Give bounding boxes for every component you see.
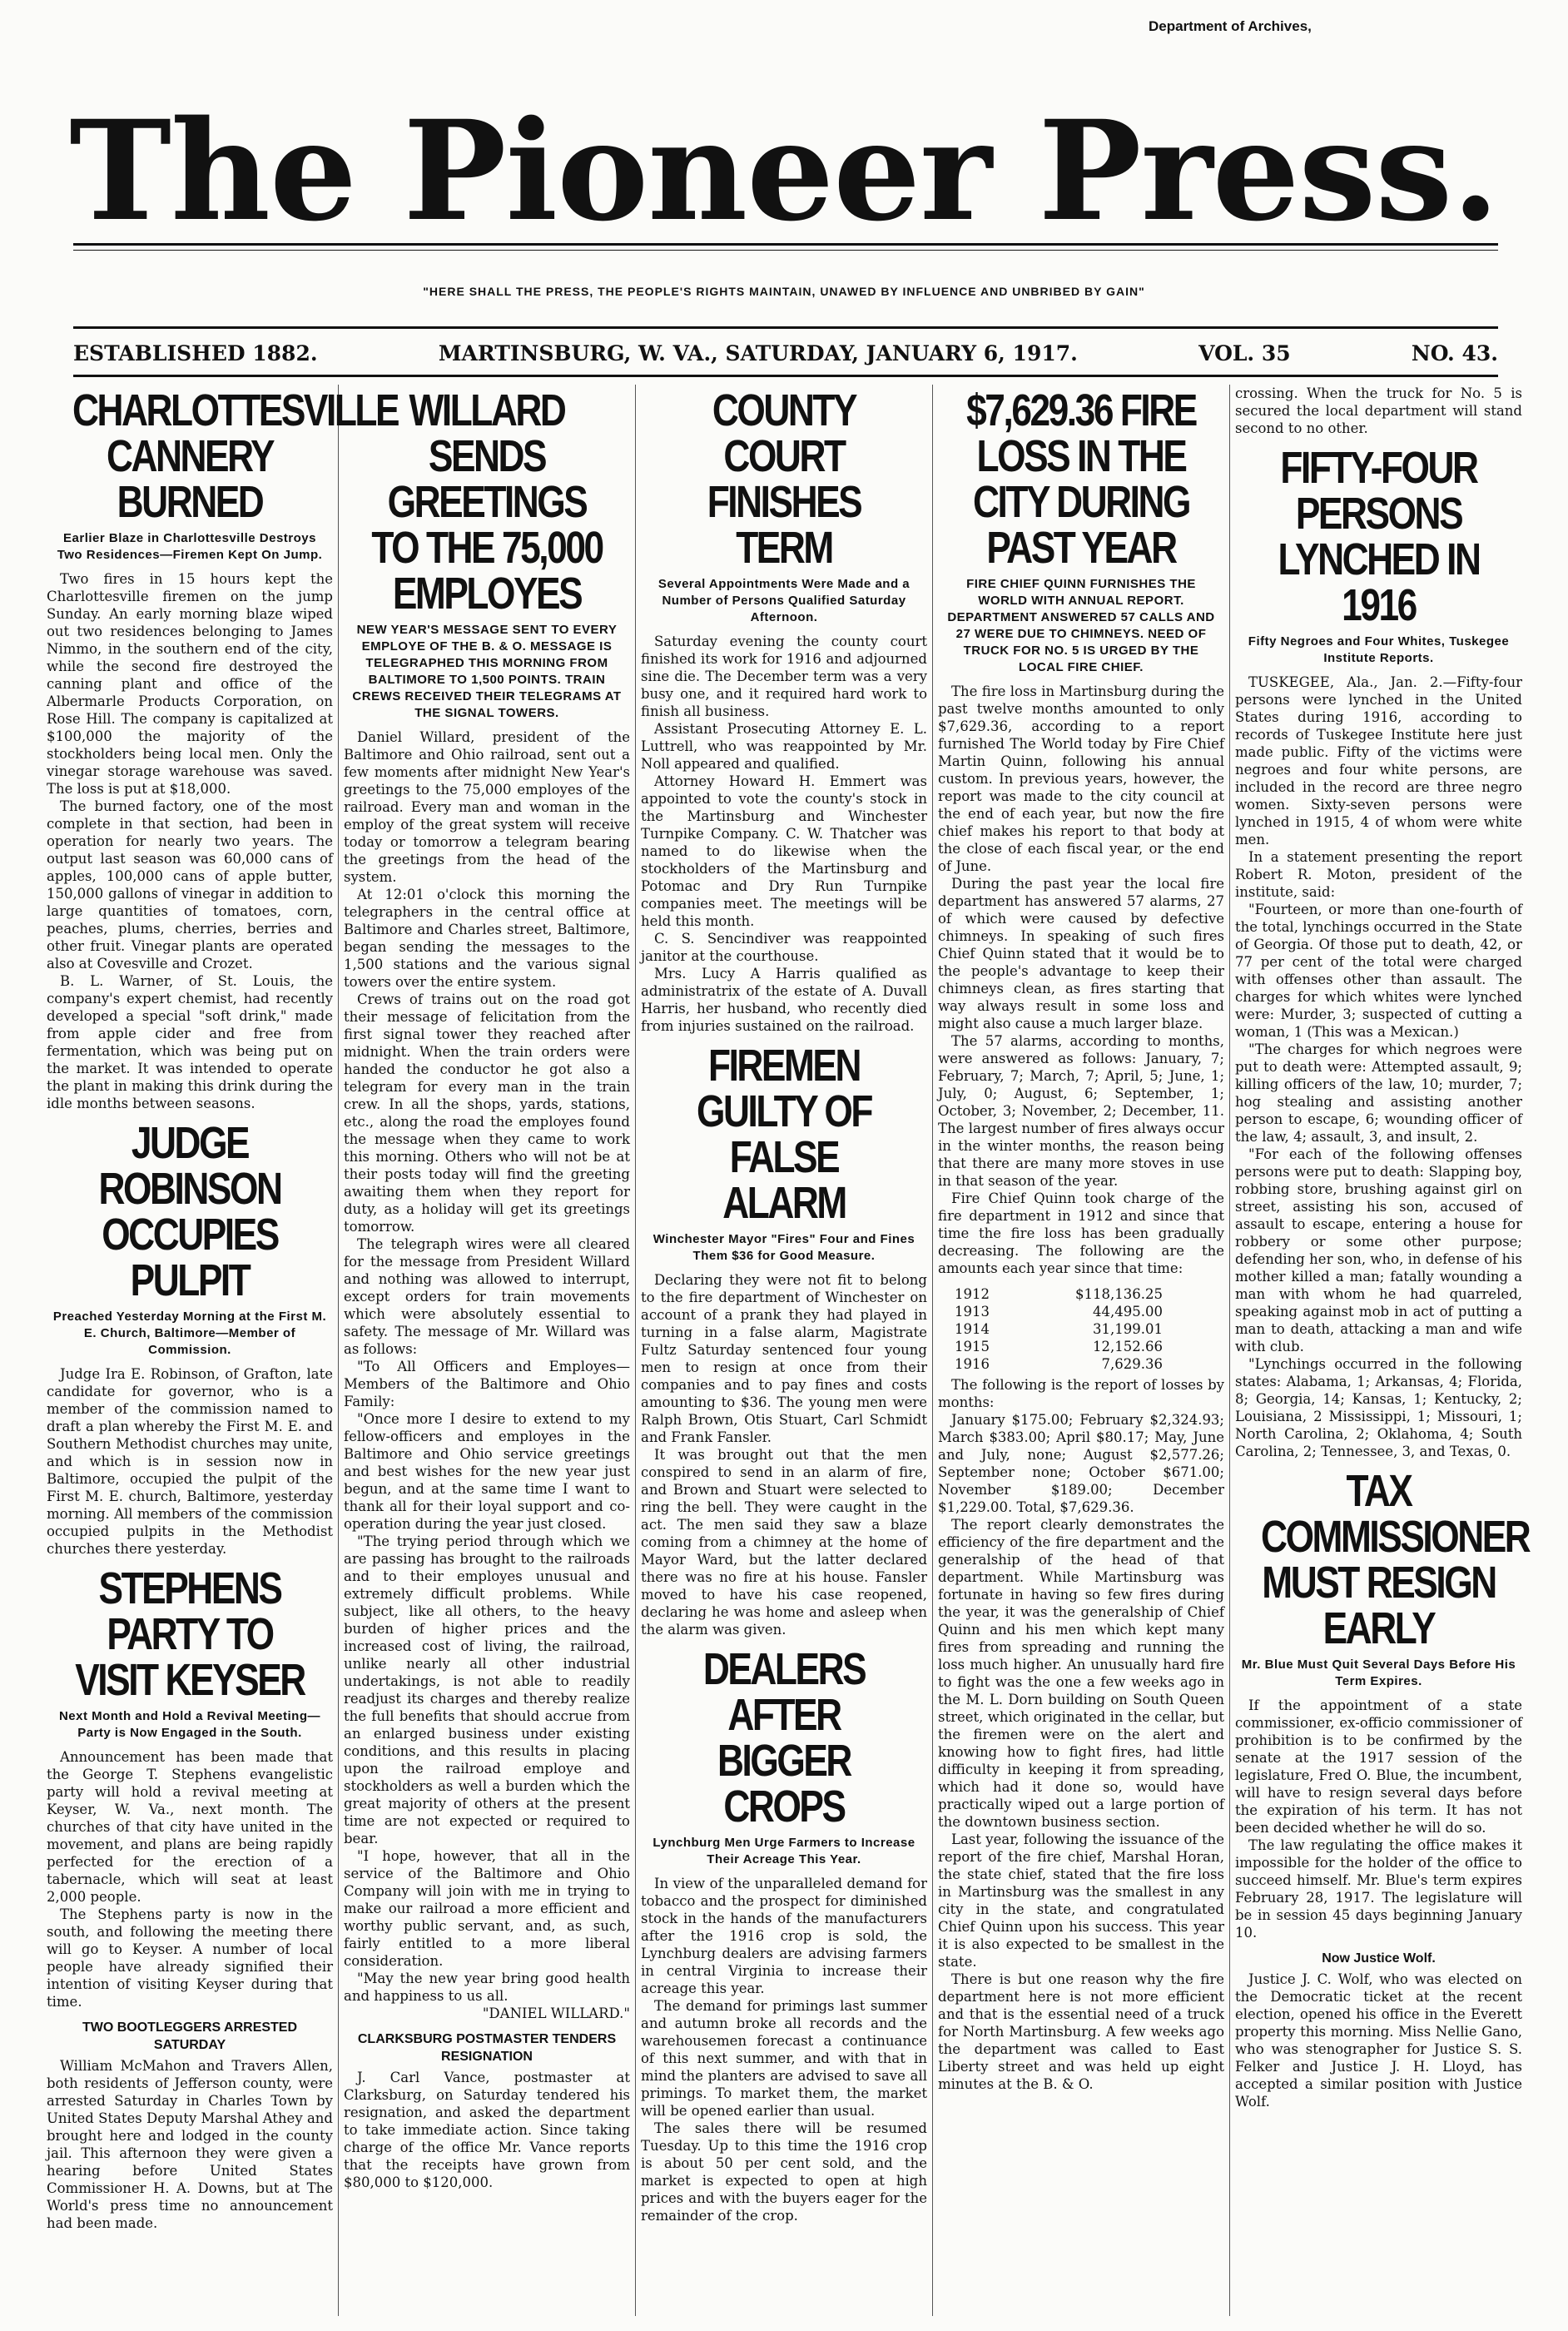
issue-number: NO. 43. [1411,341,1498,365]
headline: STEPHENS PARTY TO VISIT KEYSER [75,1563,305,1705]
paragraph: It was brought out that the men conspired to send in an alarm of fire, and Brown and Stuart were selected to ring the bell. They were caught in the act. The men said they saw a blaze coming from a chimney at the home of Mayor Ward, but the latter declared there was no fire at his house. Fansler moved to have his case reopened, declaring he was home and asleep when the alarm was given. [641,1447,927,1638]
paragraph: Fire Chief Quinn took charge of the fire department in 1912 and since that time the fire loss has been gradually decreasing. The following are the amounts each year since that time: [938,1190,1224,1276]
subhead: Fifty Negroes and Four Whites, Tuskegee Institute Reports. [1248,634,1510,665]
year: 1914 [955,1321,990,1337]
article-county-court [641,385,927,1035]
headline: JUDGE ROBINSON OCCUPIES PULPIT [98,1118,281,1305]
paragraph: crossing. When the truck for No. 5 is secured the local department will stand second to no other. [1235,385,1522,436]
paragraph: Announcement has been made that the George T. Stephens evangelistic party will hold a revival meeting at Keyser, W. Va., next month. The churches of that city have united in the movement, and plans are being rapidly perfected for the erection of a tabernacle, which will seat at least 2,000 people. [47,1749,333,1905]
article-body [641,1271,927,1638]
headline: WILLARD SENDS GREETINGS TO THE 75,000 EMPLOYES [371,385,603,619]
column-1 [42,385,399,2316]
dateline-rule-bottom [73,375,1498,377]
paragraph: January $175.00; February $2,324.93; March $383.00; April $80.17; May, June and July, none; August $2,577.26; September none; October $671.00; November $189.00; December $1,229.00. Total, $7,629.36. [938,1412,1224,1515]
subhead: Lynchburg Men Urge Farmers to Increase Their Acreage This Year. [653,1836,915,1866]
paragraph: J. Carl Vance, postmaster at Clarksburg, on Saturday tendered his resignation, and asked the department to take immediate action. Since taking charge of the office Mr. Vance reports that the receipts have grown from $80,000 to $120,000. [344,2070,630,2190]
minor-headline: TWO BOOTLEGGERS ARRESTED SATURDAY [82,2020,298,2052]
amount: 12,152.66 [1093,1339,1163,1354]
article-body-continued [938,1376,1224,2093]
amount: 7,629.36 [1101,1356,1163,1372]
paragraph: "Fourteen, or more than one-fourth of the total, lynchings occurred in the State of Georgia. Of those put to death, 42, or 77 per cent of the total were charged with offenses other than assault. The charges for which whites were lynched were: Murder, 3; suspected of cutting a woman, 1 (This was a Mexican.) [1235,902,1522,1040]
headline: COUNTY COURT FINISHES TERM [707,385,861,573]
subhead: Several Appointments Were Made and a Number of Persons Qualified Saturday Afternoon. [657,577,911,624]
subhead: FIRE CHIEF QUINN FURNISHES THE WORLD WITH ANNUAL REPORT. DEPARTMENT ANSWERED 57 CALLS AND 27 WERE DUE TO CHIMNEYS. NEED OF TRUCK FOR NO. 5 IS URGED BY THE LOCAL FIRE CHIEF. [947,577,1215,674]
subhead: Winchester Mayor "Fires" Four and Fines Them $36 for Good Measure. [653,1232,915,1263]
paragraph: The report clearly demonstrates the efficiency of the fire department and the generalship of the head of that department. While Martinsburg was fortunate in having so few fires during the year, it was the generalship of Chief Quinn and his men which kept many fires from spreading and running the loss much higher. An unusually hard fire to fight was the one a few weeks ago in the M. L. Dorn building on South Queen street, which originated in the cellar, but the firemen were on the alert and knowing how to fight fires, had little difficulty in keeping it from spreading, which had it done so, would have practically wiped out a large portion of the downtown business section. [938,1517,1224,1830]
paragraph: Justice J. C. Wolf, who was elected on the Democratic ticket at the recent election, opened his office in the Everett property this morning. Miss Nellie Gano, who was stenographer for Justice S. S. Felker and Justice J. H. Lloyd, has accepted a similar position with Justice Wolf. [1235,1971,1522,2110]
column-4 [933,385,1230,2316]
headline: $7,629.36 FIRE LOSS IN THE CITY DURING PAST YEAR [966,385,1196,573]
article-clarksburg-postmaster [344,2030,630,2191]
paragraph: William McMahon and Travers Allen, both residents of Jefferson county, were arrested Saturday in Charles Town by United States Deputy Marshal Athey and brought here and lodged in the county jail. This afternoon they were given a hearing before United States Commissioner H. A. Downs, but at The World's press time no announcement had been made. [47,2058,333,2231]
subhead: Next Month and Hold a Revival Meeting—Party is Now Engaged in the South. [58,1709,321,1740]
headline: DEALERS AFTER BIGGER CROPS [702,1644,866,1832]
article-body [47,1748,333,2010]
amount: 44,495.00 [1093,1304,1163,1320]
place-date: MARTINSBURG, W. VA., SATURDAY, JANUARY 6, 1917. [438,341,1078,365]
amount: 31,199.01 [1093,1321,1163,1337]
fire-loss-row [955,1285,1163,1303]
continued-text [1235,385,1522,437]
paragraph: Attorney Howard H. Emmert was appointed to vote the county's stock in the Martinsburg and Winchester Turnpike Company. C. W. Thatcher was named to do likewise when the stockholders of the Martinsburg and Potomac and Dry Run Turnpike companies meet. The meetings will be held this month. [641,773,927,929]
masthead-rule-thin [73,250,1498,251]
paragraph: Two fires in 15 hours kept the Charlottesville firemen on the jump Sunday. An early morning blaze wiped out two residences belonging to James Nimmo, in the southern end of the city, while the second fire destroyed the canning plant and office of the Albermarle Products Corporation, on Rose Hill. The company is capitalized at $100,000 the majority of the stockholders being local men. Only the vinegar storage warehouse was saved. The loss is put at $18,000. [47,571,333,797]
paragraph: Saturday evening the county court finished its work for 1916 and adjourned sine die. The December term was a very busy one, and it required hard work to finish all business. [641,634,927,719]
article-body [344,728,630,2022]
year: 1913 [955,1304,990,1320]
paragraph: In view of the unparalleled demand for tobacco and the prospect for diminished stock in the hands of the manufacturers after the 1916 crop is sold, the Lynchburg dealers are advising farmers in central Virginia to increase their acreage this year. [641,1876,927,1996]
paragraph: Judge Ira E. Robinson, of Grafton, late candidate for governor, who is a member of the commission named to draft a plan whereby the First M. E. and Southern Methodist churches may unite, and which is in session now in Baltimore, occupied the pulpit of the First M. E. church, Baltimore, yesterday morning. All members of the commission occupied pulpits in the Methodist churches there yesterday. [47,1366,333,1557]
article-body [641,1875,927,2224]
column-5 [1230,385,1530,2316]
minor-headline: Now Justice Wolf. [1322,1951,1436,1966]
paragraph: The following is the report of losses by months: [938,1377,1224,1410]
paragraph: "The trying period through which we are passing has brought to the railroads and to their employes unusual and extremely difficult problems. While subject, like all others, to the heavy burden of higher prices and the increased cost of living, the railroad, unlike nearly all other industrial undertakings, is not able to readily readjust its charges and thereby realize the full benefits that should accrue from an enlarged business under existing conditions, and this results in placing upon the railroad employe and stockholders as well a burden which the great majority of others at the present time are not expected or required to bear. [344,1533,630,1846]
article-body [344,2069,630,2191]
paragraph: Mrs. Lucy A Harris qualified as administratrix of the estate of A. Duvall Harris, her husband, who recently died from injuries sustained on the railroad. [641,966,927,1034]
paragraph: During the past year the local fire department has answered 57 alarms, 27 of which were caused by defective chimneys. In speaking of such fires Chief Quinn stated that it would be to the people's advantage to keep their chimneys clean, as fires starting that way always result in some loss and might also cause a much larger blaze. [938,876,1224,1031]
fire-loss-row [955,1320,1163,1338]
year: 1916 [955,1356,990,1372]
article-firemen-guilty [641,1043,927,1638]
headline: FIREMEN GUILTY OF FALSE ALARM [697,1041,871,1228]
paragraph: TUSKEGEE, Ala., Jan. 2.—Fifty-four persons were lynched in the United States during 1916, according to records of Tuskegee Institute here just made public. Fifty of the victims were negroes and four white persons, are included in the record are three negro women. Sixty-seven persons were lynched in 1915, 4 of whom were white men. [1235,674,1522,847]
article-judge-robinson [47,1118,333,1558]
paragraph: Last year, following the issuance of the report of the fire chief, Marshal Horan, the state chief, stated that the fire loss in Martinsburg was the smallest in any city in the state, and congratulated Chief Quinn upon his success. This year it is also expected to be smallest in the state. [938,1832,1224,1970]
headline: FIFTY-FOUR PERSONS LYNCHED IN 1916 [1278,443,1480,630]
masthead-title: The Pioneer Press. [69,90,1499,251]
paragraph: "For each of the following offenses persons were put to death: Slapping boy, robbing store, brushing against girl on street, assisting his son, accused of assault to escape, entering a house for robbery or some other purpose; defending her son, who, in defense of his mother killed a man; fatally wounding a man with whom he had quarreled, speaking against mob in act of putting a man to death, attacking a man and wife with club. [1235,1146,1522,1354]
fire-loss-row [955,1303,1163,1320]
article-body [1235,673,1522,1460]
paragraph: "The charges for which negroes were put to death were: Attempted assault, 9; killing officers of the law, 10; murder, 7; hog stealing and assisting another person to escape, 6; wounding officer of the law, 4; assault, 3, and insult, 2. [1235,1041,1522,1145]
paragraph: At 12:01 o'clock this morning the telegraphers in the central office at Baltimore and Charles street, Baltimore, began sending the messages to the 1,500 stations and the various signal towers over the entire system. [344,887,630,990]
minor-headline: CLARKSBURG POSTMASTER TENDERS RESIGNATION [357,2032,617,2064]
article-fire-loss [938,385,1224,2093]
year: 1915 [955,1339,990,1354]
paragraph: "Lynchings occurred in the following states: Alabama, 1; Arkansas, 4; Florida, 8; Georgia, 14; Kansas, 1; Kentucky, 2; Louisiana, 2 Mississippi, 1; Missouri, 1; North Carolina, 2; Oklahoma, 4; South Carolina, 2; Tennessee, 3, and Texas, 0. [1235,1356,1522,1459]
dateline-rule-top [73,326,1498,329]
paragraph: The burned factory, one of the most complete in that section, had been in operation for nearly two years. The output last season was 60,000 cans of apples, 100,000 cans of apple butter, 150,000 gallons of vinegar in addition to large quantities of tomatoes, corn, peaches, plums, cherries, berries and other fruit. Vinegar plants are operated also at Covesville and Crozet. [47,798,333,972]
fire-loss-table [955,1285,1224,1373]
article-body [1235,1697,1522,1941]
dateline [73,341,1498,365]
article-willard-greetings [344,385,630,2022]
paragraph: The demand for primings last summer and autumn broke all records and the warehousemen forecast a continuance of this next summer, and with that in mind the planters are advised to save all primings. To market them, the market will be opened earlier than usual. [641,1998,927,2119]
fire-loss-row [955,1338,1163,1355]
fire-loss-row [955,1355,1163,1373]
article-bootleggers [47,2019,333,2232]
paragraph: If the appointment of a state commissioner, ex-officio commissioner of prohibition is to be confirmed by the senate at the 1917 session of the legislature, Fred O. Blue, the incumbent, will have to resign several days before the expiration of his term. It has not been decided whether he will do so. [1235,1697,1522,1836]
subhead: NEW YEAR'S MESSAGE SENT TO EVERY EMPLOYE OF THE B. & O. MESSAGE IS TELEGRAPHED THIS MORNING FROM BALTIMORE TO 1,500 POINTS. TRAIN CREWS RECEIVED THEIR TELEGRAMS AT THE SIGNAL TOWERS. [352,623,622,720]
archives-stamp: Department of Archives, [1149,18,1312,34]
article-body [938,683,1224,1277]
article-justice-wolf [1235,1950,1522,2110]
paragraph: C. S. Sencindiver was reappointed janitor at the courthouse. [641,931,927,964]
masthead-rule-top [73,243,1498,246]
column-2 [339,385,636,2316]
paragraph: Daniel Willard, president of the Baltimore and Ohio railroad, sent out a few moments after midnight New Year's greetings to the 75,000 employes of the railroad. Every man and woman in the employ of the great system will receive today or tomorrow a telegram bearing the greetings from the head of the system. [344,729,630,885]
paragraph: Declaring they were not fit to belong to the fire department of Winchester on account of a prank they had played in turning in a false alarm, Magistrate Fultz Saturday sentenced four young men to resign at once from their companies and to pay fines and costs amounting to $36. The young men were Ralph Brown, Otis Stuart, Carl Schmidt and Frank Fansler. [641,1272,927,1445]
paragraph: Assistant Prosecuting Attorney E. L. Luttrell, who was reappointed by Mr. Noll appeared and qualified. [641,721,927,772]
established: ESTABLISHED 1882. [73,341,318,365]
article-body [641,633,927,1035]
paragraph: There is but one reason why the fire department here is not more efficient and that is the essential need of a truck for North Martinsburg. A few weeks ago the department was called to East Liberty street and was held up eight minutes at the B. & O. [938,1971,1224,2092]
paragraph: The telegraph wires were all cleared for the message from President Willard and nothing was allowed to interrupt, except orders for train movements which were absolutely essential to safety. The message of Mr. Willard was as follows: [344,1236,630,1357]
subhead: Mr. Blue Must Quit Several Days Before His Term Expires. [1241,1658,1516,1688]
paragraph: The Stephens party is now in the south, and following the meeting there will go to Keyser. A number of local people have already signified their intention of visiting Keyser during that time. [47,1906,333,2010]
subhead: Earlier Blaze in Charlottesville Destroys Two Residences—Firemen Kept On Jump. [57,531,323,562]
article-dealers-crops [641,1644,927,2224]
headline: TAX COMMISSIONER MUST RESIGN EARLY [1261,1466,1530,1653]
volume: VOL. 35 [1198,341,1291,365]
article-body [47,1365,333,1558]
article-body [47,2057,333,2232]
paragraph: The fire loss in Martinsburg during the past twelve months amounted to only $7,629.36, according to a report furnished The World today by Fire Chief Martin Quinn, following his annual custom. In previous years, however, the report was made to the city council at the end of each year, but now the fire chief makes his report to that body at the close of each fiscal year, or the end of June. [938,683,1224,874]
paragraph: "To All Officers and Employes—Members of the Baltimore and Ohio Family: [344,1359,630,1409]
columns [42,385,1528,2316]
article-charlottesville-cannery [47,385,399,1112]
paragraph: Crews of trains out on the road got their message of felicitation from the first signal tower they reached after midnight. When the train orders were handed the conductor he got also a telegram for every man in the train crew. In all the shops, yards, stations, etc., along the road the employes found the message when they came to work this morning. Others who will not be at their posts today will find the greeting awaiting them when they report for duty, as a holiday will get its greetings tomorrow. [344,992,630,1235]
article-body [1235,1971,1522,2110]
paragraph: "Once more I desire to extend to my fellow-officers and employes in the Baltimore and Ohio service greetings and best wishes for the new year just begun, and at the same time I want to thank all for their loyal support and co-operation during the year just closed. [344,1411,630,1532]
article-tax-commissioner [1235,1466,1530,1941]
article-body [47,570,333,1112]
subhead: Preached Yesterday Morning at the First M. E. Church, Baltimore—Member of Commission. [52,1310,327,1357]
amount: $118,136.25 [1075,1286,1163,1302]
signoff: "DANIEL WILLARD." [482,2005,630,2021]
article-stephens-party [47,1563,333,2010]
paragraph: The 57 alarms, according to months, were answered as follows: January, 7; February, 7; March, 7; April, 5; June, 1; July, 0; August, 6; September, 1; October, 3; November, 2; December, 11. The largest number of fires always occur in the winter months, the reason being that there are many more stoves in use in that season of the year. [938,1033,1224,1189]
paragraph: The sales there will be resumed Tuesday. Up to this time the 1916 crop is about 50 per cent sold, and the market is expected to open at high prices and with the buyers eager for the remainder of the crop. [641,2120,927,2224]
article-lynchings [1235,445,1522,1460]
paragraph: The law regulating the office makes it impossible for the holder of the office to succeed himself. Mr. Blue's term expires February 28, 1917. The legislature will be in session 45 days beginning January 10. [1235,1837,1522,1941]
paragraph: B. L. Warner, of St. Louis, the company's expert chemist, had recently developed a special "soft drink," made from apple cider and free from fermentation, which was being put on the market. It was intended to operate the plant in making this drink during the idle months between seasons. [47,973,333,1111]
paragraph: "May the new year bring good health and happiness to us all. [344,1971,630,2004]
year: 1912 [955,1286,990,1302]
headline: CHARLOTTESVILLE CANNERY BURNED [72,385,399,527]
paragraph: "I hope, however, that all in the service of the Baltimore and Ohio Company will join with me in trying to make our railroad a more efficient and worthy public servant, and, as such, fairly entitled to a more liberal consideration. [344,1848,630,1969]
motto: "HERE SHALL THE PRESS, THE PEOPLE'S RIGHTS MAINTAIN, UNAWED BY INFLUENCE AND UNBRIBED BY GAIN" [423,285,1145,298]
paragraph: In a statement presenting the report Robert R. Moton, president of the institute, said: [1235,849,1522,900]
column-3 [636,385,933,2316]
